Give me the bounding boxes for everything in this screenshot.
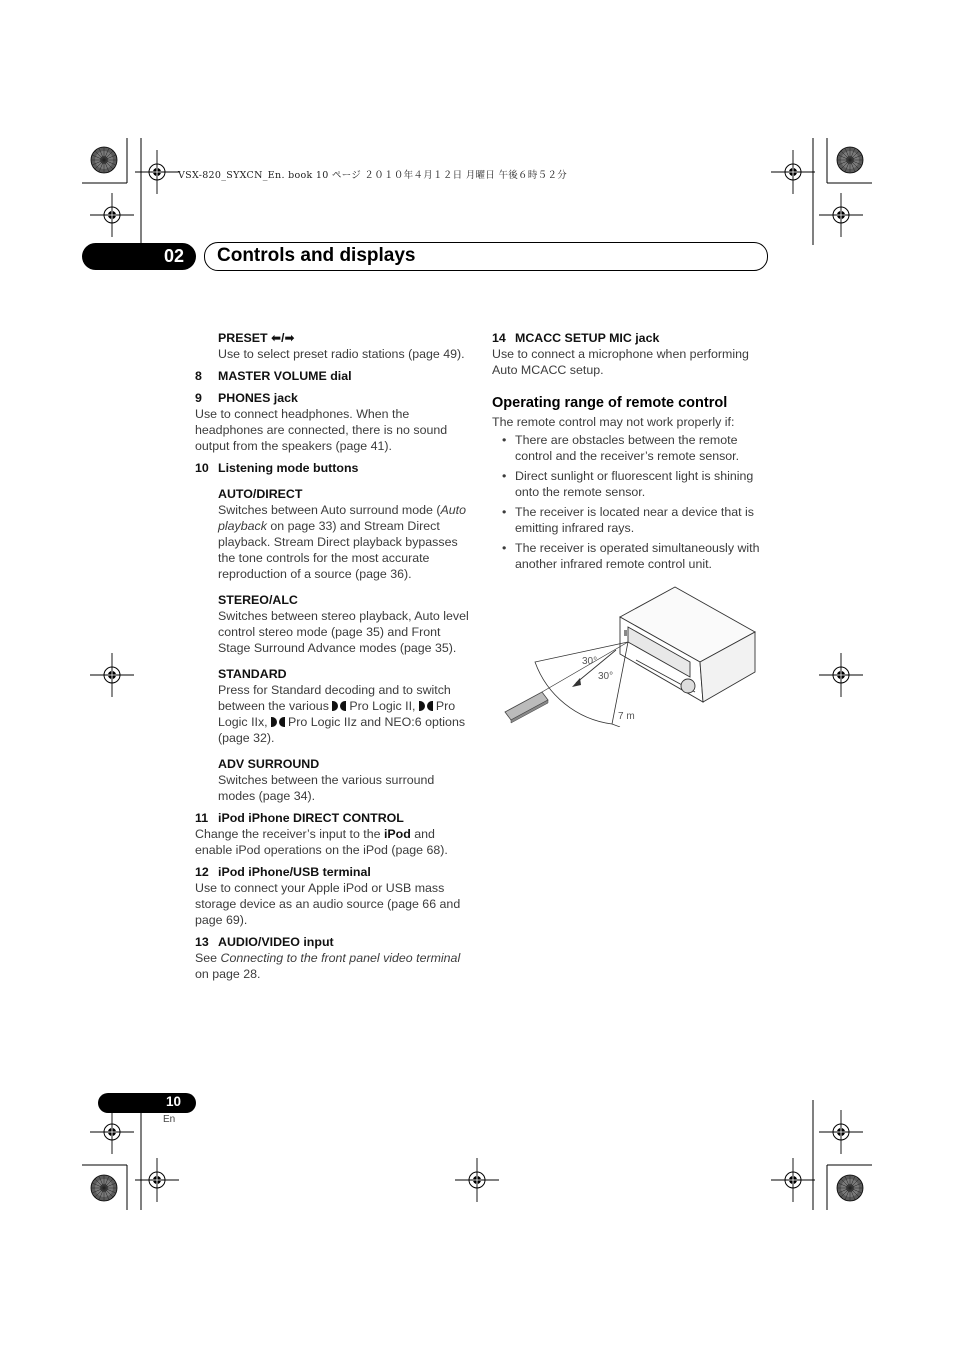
- angle-label-top: 30°: [582, 656, 598, 667]
- receiver-illustration: [620, 587, 755, 702]
- chapter-title-bar: [204, 242, 768, 271]
- crop-mark-bottom-right: [771, 1100, 872, 1210]
- item-14-heading: 14 MCACC SETUP MIC jack: [492, 331, 660, 345]
- item-8-heading: 8 MASTER VOLUME dial: [195, 369, 352, 383]
- left-column: [195, 330, 470, 982]
- preset-desc: Use to select preset radio stations (page 49).: [218, 347, 465, 361]
- list-item: • The receiver is located near a device that is emitting infrared rays.: [502, 505, 754, 535]
- list-item: • There are obstacles between the remote control and the receiver’s remote sensor.: [502, 433, 740, 463]
- dolby-logo-icon: [419, 701, 433, 711]
- auto-direct-entry: [195, 486, 470, 582]
- book-info-header: VSX-820_SYXCN_En. book 10 ページ ２０１０年４月１２日 月曜日 午後６時５２分: [178, 170, 568, 181]
- preset-entry: [195, 330, 470, 362]
- page-number-badge: [98, 1093, 196, 1113]
- adv-surround-title: ADV SURROUND: [218, 757, 320, 771]
- item-11-heading: 11 iPod iPhone DIRECT CONTROL: [195, 811, 404, 825]
- adv-surround-desc: Switches between the various surround modes (page 34).: [218, 773, 435, 803]
- auto-direct-desc: Switches between Auto surround mode (Auto playback on page 33) and Stream Direct playback. Stream Direct playback bypasses the tone controls for the most accurate reproduction of a source (page 36).: [218, 503, 466, 581]
- chapter-number-badge: [82, 243, 196, 270]
- item-14-desc: Use to connect a microphone when performing Auto MCACC setup.: [492, 347, 749, 377]
- section-intro: The remote control may not work properly if:: [492, 415, 735, 429]
- chapter-title: Controls and displays: [217, 245, 416, 266]
- crop-mark-mid-right: [819, 653, 863, 697]
- chapter-number: 02: [163, 246, 184, 266]
- stereo-alc-title: STEREO/ALC: [218, 593, 298, 607]
- item-11-desc: Change the receiver’s input to the iPod and enable iPod operations on the iPod (page 68).: [195, 827, 448, 857]
- dolby-logo-icon: [332, 701, 346, 711]
- item-12-desc: Use to connect your Apple iPod or USB mass storage device as an audio source (page 66 and page 69).: [195, 881, 461, 927]
- item-12-heading: 12 iPod iPhone/USB terminal: [195, 865, 371, 879]
- crop-mark-top-right: [771, 138, 872, 245]
- standard-entry: [195, 666, 470, 746]
- remote-control-icon: [505, 692, 548, 723]
- auto-direct-title: AUTO/DIRECT: [218, 487, 303, 501]
- standard-title: STANDARD: [218, 667, 287, 681]
- list-item: • The receiver is operated simultaneously with another infrared remote control unit.: [502, 541, 760, 571]
- list-item: • Direct sunlight or fluorescent light is shining onto the remote sensor.: [502, 469, 754, 499]
- item-10-heading: 10 Listening mode buttons: [195, 461, 359, 475]
- remote-range-diagram: [500, 582, 765, 727]
- crop-mark-mid-left: [90, 653, 134, 697]
- item-13-desc: See Connecting to the front panel video terminal on page 28.: [195, 951, 461, 981]
- language-code: En: [163, 1114, 176, 1125]
- crop-mark-bottom-center: [455, 1158, 499, 1202]
- page-number: 10: [165, 1094, 181, 1109]
- stereo-alc-desc: Switches between stereo playback, Auto level control stereo mode (page 35) and Front Stage Surround Advance modes (page 35).: [218, 609, 469, 655]
- standard-desc: Press for Standard decoding and to switch between the various Pro Logic II, Pro Logic IIx, Pro Logic IIz and NEO:6 options (page 32).: [218, 683, 466, 745]
- conditions-list: [492, 432, 767, 572]
- angle-label-bottom: 30°: [598, 671, 614, 682]
- dolby-logo-icon: [271, 717, 285, 727]
- preset-arrows-icon: ⬅/➡: [271, 331, 295, 345]
- stereo-alc-entry: [195, 592, 470, 656]
- adv-surround-entry: [195, 756, 470, 804]
- right-column: [492, 330, 767, 576]
- item-9-heading: 9 PHONES jack: [195, 391, 298, 405]
- crop-mark-top-left: [82, 138, 179, 245]
- remote-range-sector: [535, 642, 628, 727]
- item-9-desc: Use to connect headphones. When the headphones are connected, there is no sound output from the speakers (page 41).: [195, 407, 448, 453]
- section-title: Operating range of remote control: [492, 395, 728, 411]
- preset-title: PRESET: [218, 331, 268, 345]
- distance-label: 7 m: [618, 711, 635, 722]
- item-13-heading: 13 AUDIO/VIDEO input: [195, 935, 334, 949]
